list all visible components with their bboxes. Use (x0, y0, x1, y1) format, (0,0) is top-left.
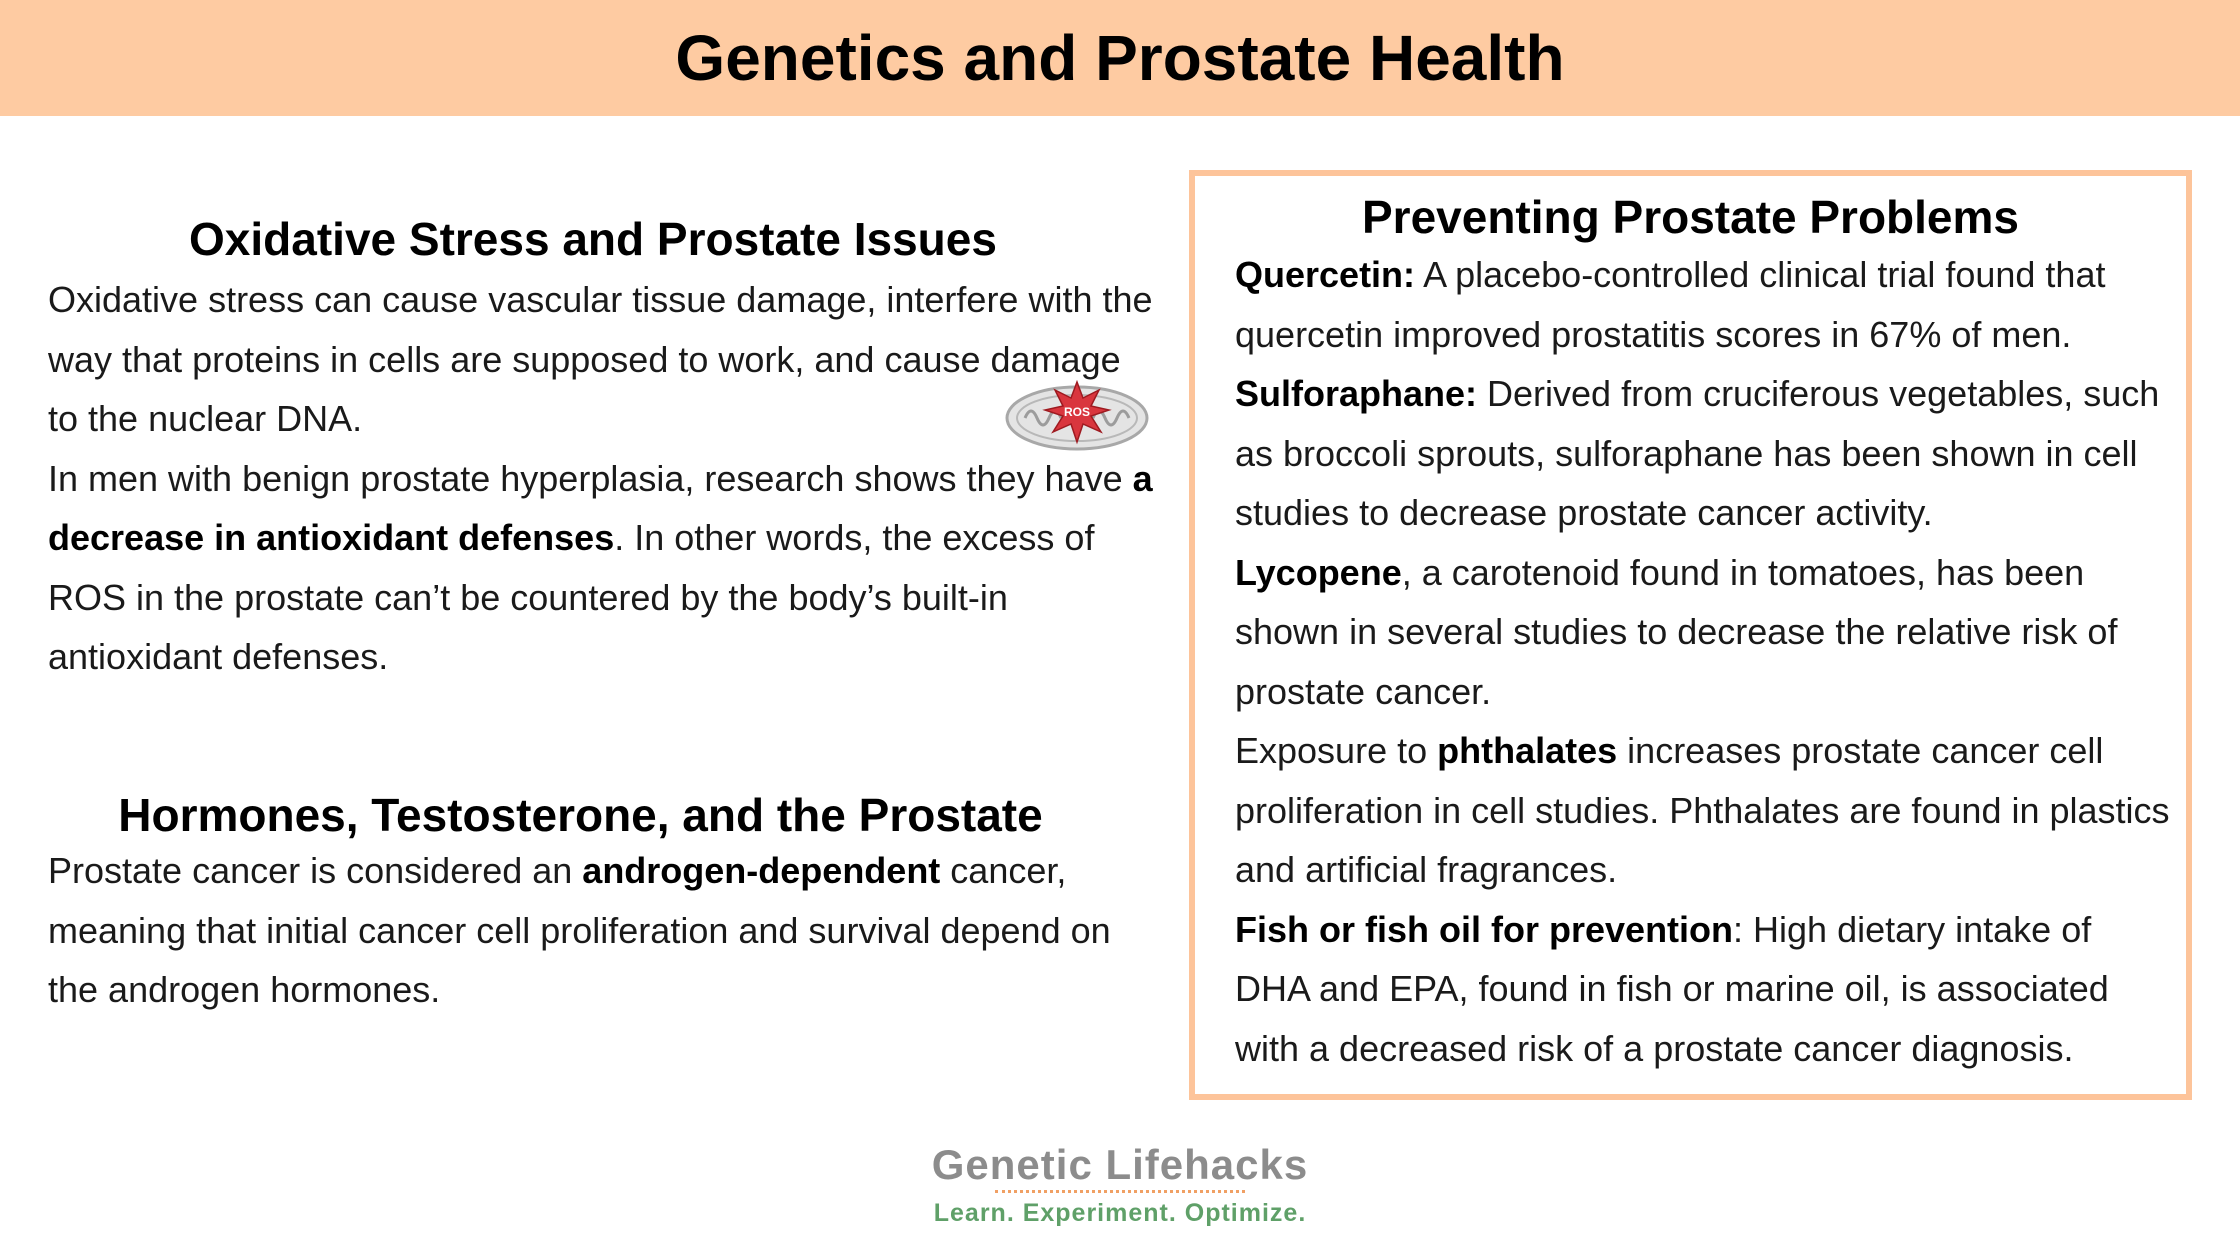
oxidative-p2-text: In men with benign prostate hyperplasia, research shows they have (48, 457, 1133, 499)
oxidative-paragraph-1: Oxidative stress can cause vascular tissue damage, interfere with the way that proteins in cells are supposed to work, and cause damage to the nuclear DNA. (48, 279, 1153, 439)
phthalates-text-end: increases prostate cancer cell proliferation in cell studies. Phthalates are found in plastics and artificial fragrances. (1235, 730, 2170, 890)
sulforaphane-text: Derived from cruciferous vegetables, such as broccoli sprouts, sulforaphane has been shown in cell studies to decrease prostate cancer activity. (1235, 373, 2160, 533)
oxidative-paragraph-2 (48, 449, 1158, 687)
sulforaphane-item (1235, 364, 2175, 543)
oxidative-p2-text-end: . In other words, the excess of ROS in the prostate can’t be countered by the body’s built-in antioxidant defenses. (48, 517, 1095, 677)
lycopene-item (1235, 543, 2175, 722)
logo-name: Genetic Lifehacks (931, 1141, 1309, 1188)
header-banner (0, 0, 2240, 116)
quercetin-text: A placebo-controlled clinical trial found that quercetin improved prostatitis scores in 67% of men. (1235, 254, 2106, 355)
hormones-section-title: Hormones, Testosterone, and the Prostate (118, 789, 1043, 841)
logo-tagline: Learn. Experiment. Optimize. (933, 1199, 1307, 1227)
logo-divider (995, 1190, 1245, 1197)
lycopene-text: , a carotenoid found in tomatoes, has been shown in several studies to decrease the relative risk of prostate cancer. (1235, 551, 2118, 712)
fish-oil-label: Fish or fish oil for prevention (1235, 908, 1734, 950)
oxidative-p2-emphasis: a decrease in antioxidant defenses (48, 457, 1153, 558)
quercetin-item (1235, 245, 2175, 364)
mitochondria-ros-icon (1005, 380, 1150, 452)
lycopene-label: Lycopene (1235, 551, 1402, 593)
fish-oil-text: : High dietary intake of DHA and EPA, found in fish or marine oil, is associated with a decreased risk of a prostate cancer diagnosis. (1235, 908, 2109, 1069)
hormones-p1-text-end: cancer, meaning that initial cancer cell proliferation and survival depend on the androgen hormones. (48, 850, 1111, 1010)
hormones-p1-text: Prostate cancer is considered an (48, 850, 583, 891)
page-title: Genetics and Prostate Health (675, 22, 1565, 94)
quercetin-label: Quercetin: (1235, 254, 1416, 295)
sulforaphane-label: Sulforaphane: (1235, 373, 1478, 414)
oxidative-section-body (48, 270, 1158, 687)
hormones-section-body (48, 841, 1158, 1020)
phthalates-item (1235, 721, 2175, 900)
hormones-paragraph-1 (48, 841, 1158, 1020)
genetic-lifehacks-logo (820, 1142, 1420, 1228)
ros-label: ROS (1063, 405, 1091, 419)
fish-oil-item (1235, 900, 2175, 1079)
phthalates-text: Exposure to (1235, 730, 1438, 771)
preventing-section-title: Preventing Prostate Problems (1362, 191, 2019, 243)
preventing-section-body (1235, 245, 2175, 1078)
phthalates-label: phthalates (1437, 730, 1618, 771)
oxidative-section-title: Oxidative Stress and Prostate Issues (189, 213, 997, 265)
hormones-p1-emphasis: androgen-dependent (582, 850, 941, 891)
